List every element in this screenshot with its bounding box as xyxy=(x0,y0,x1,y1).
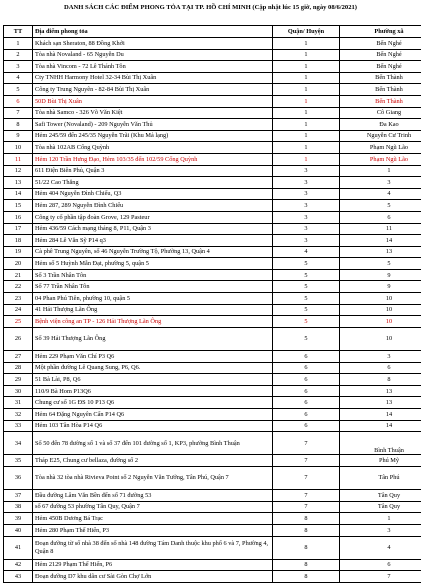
cell-ward: 7 xyxy=(340,571,421,583)
cell-tt: 5 xyxy=(4,84,33,96)
cell-district: 1 xyxy=(273,38,340,50)
cell-place: 41 Hải Thượng Lãn Ông xyxy=(33,304,273,316)
cell-ward: 1 xyxy=(340,165,421,177)
table-row xyxy=(4,304,421,316)
cell-tt: 36 xyxy=(4,466,33,489)
cell-ward: 10 xyxy=(340,304,421,316)
cell-ward: 3 xyxy=(340,351,421,363)
table-row xyxy=(4,397,421,409)
table-row xyxy=(4,490,421,502)
cell-district: 1 xyxy=(273,95,340,107)
table-row xyxy=(4,327,421,350)
cell-ward: 9 xyxy=(340,281,421,293)
cell-ward: Nguyễn Cư Trinh xyxy=(340,130,421,142)
cell-district: 1 xyxy=(273,107,340,119)
cell-tt: 14 xyxy=(4,188,33,200)
cell-place: Một phần đường Lê Quang Sung, P6, Q6. xyxy=(33,362,273,374)
cell-tt: 32 xyxy=(4,409,33,421)
table-row xyxy=(4,153,421,165)
table-row xyxy=(4,281,421,293)
cell-tt: 8 xyxy=(4,119,33,131)
cell-ward: Đa Kao xyxy=(340,119,421,131)
cell-place: Đoạn đường D7 khu dân cư Sài Gòn Chợ Lớn xyxy=(33,571,273,583)
cell-district: 6 xyxy=(273,397,340,409)
cell-district: 1 xyxy=(273,119,340,131)
cell-tt: 39 xyxy=(4,513,33,525)
cell-district: 1 xyxy=(273,61,340,73)
cell-place: 110/9 Bà Hom P13Q6 xyxy=(33,385,273,397)
cell-district: 7 xyxy=(273,455,340,467)
cell-ward: 6 xyxy=(340,211,421,223)
cell-place: Cty TNHH Harmony Hotel 32-34 Bùi Thị Xuân xyxy=(33,72,273,84)
cell-district: 8 xyxy=(273,571,340,583)
table-row xyxy=(4,223,421,235)
cell-district: 6 xyxy=(273,420,340,432)
cell-tt: 38 xyxy=(4,501,33,513)
cell-tt: 16 xyxy=(4,211,33,223)
cell-district: 3 xyxy=(273,223,340,235)
table-row xyxy=(4,107,421,119)
cell-place: Bệnh viện công an TP - 126 Hải Thượng Lãn Ông xyxy=(33,316,273,328)
table-row xyxy=(4,246,421,258)
cell-tt: 33 xyxy=(4,420,33,432)
cell-district: 8 xyxy=(273,524,340,536)
table-row xyxy=(4,420,421,432)
cell-place: Hẻm 64 Đặng Nguyên Cẩn P14 Q6 xyxy=(33,409,273,421)
cell-ward: Bến Nghé xyxy=(340,49,421,61)
cell-district: 3 xyxy=(273,211,340,223)
table-row xyxy=(4,95,421,107)
table-row xyxy=(4,524,421,536)
cell-ward: Bến Thành xyxy=(340,95,421,107)
cell-ward: Phạm Ngũ Lão xyxy=(340,153,421,165)
cell-tt: 37 xyxy=(4,490,33,502)
cell-place: Hẻm số 5 Huỳnh Mẫn Đạt, phường 5, quận 5 xyxy=(33,258,273,270)
cell-district: 1 xyxy=(273,72,340,84)
cell-tt: 13 xyxy=(4,177,33,189)
table-row xyxy=(4,466,421,489)
cell-tt: 31 xyxy=(4,397,33,409)
cell-place: Số 3 Trần Nhân Tôn xyxy=(33,269,273,281)
cell-place: 51/22 Cao Thắng xyxy=(33,177,273,189)
cell-district: 3 xyxy=(273,235,340,247)
cell-ward: 10 xyxy=(340,327,421,350)
cell-place: Safi Tower (Novaland) - 209 Nguyễn Văn Thủ xyxy=(33,119,273,131)
table-row xyxy=(4,374,421,386)
cell-place: Chung cư số 1G ĐS 10 P13 Q6 xyxy=(33,397,273,409)
table-row xyxy=(4,513,421,525)
table-body xyxy=(4,38,421,583)
table-row xyxy=(4,455,421,467)
cell-tt: 19 xyxy=(4,246,33,258)
cell-district: 5 xyxy=(273,258,340,270)
cell-tt: 6 xyxy=(4,95,33,107)
table-row xyxy=(4,559,421,571)
table-header-row xyxy=(4,26,421,38)
cell-ward: 11 xyxy=(340,223,421,235)
cell-tt: 22 xyxy=(4,281,33,293)
cell-place: Tháp E25, Chung cư bellaza, đường số 2 xyxy=(33,455,273,467)
cell-district: 8 xyxy=(273,559,340,571)
cell-place: Số 50 đến 78 đường số 1 và số 37 đến 101 đường số 1, KP3, phường Bình Thuận xyxy=(33,432,273,455)
cell-place: Hẻm 2129 Phạm Thế Hiển, P6 xyxy=(33,559,273,571)
table-row xyxy=(4,188,421,200)
cell-district: 4 xyxy=(273,246,340,258)
cell-place: Tòa nhà Novaland - 65 Nguyễn Du xyxy=(33,49,273,61)
cell-ward: 6 xyxy=(340,559,421,571)
cell-tt: 7 xyxy=(4,107,33,119)
cell-ward: 5 xyxy=(340,200,421,212)
cell-ward: Tân Quy xyxy=(340,501,421,513)
cell-tt: 28 xyxy=(4,362,33,374)
cell-ward: 1 xyxy=(340,513,421,525)
cell-tt: 20 xyxy=(4,258,33,270)
cell-ward: Phú Mỹ xyxy=(340,455,421,467)
table-row xyxy=(4,571,421,583)
table-row xyxy=(4,351,421,363)
cell-ward: Tân Phú xyxy=(340,466,421,489)
table-row xyxy=(4,385,421,397)
cell-tt: 43 xyxy=(4,571,33,583)
cell-tt: 17 xyxy=(4,223,33,235)
cell-district: 5 xyxy=(273,293,340,305)
cell-ward: 14 xyxy=(340,235,421,247)
cell-district: 5 xyxy=(273,316,340,328)
table-row xyxy=(4,130,421,142)
cell-district: 7 xyxy=(273,501,340,513)
cell-tt: 40 xyxy=(4,524,33,536)
cell-place: Hẻm 245/59 đến 245/35 Nguyễn Trãi (Khu Mả lạng) xyxy=(33,130,273,142)
cell-place: 611 Điện Biên Phủ, Quận 3 xyxy=(33,165,273,177)
cell-place: Hẻm 287, 289 Nguyễn Đình Chiểu xyxy=(33,200,273,212)
cell-district: 6 xyxy=(273,385,340,397)
cell-district: 5 xyxy=(273,327,340,350)
cell-ward: 13 xyxy=(340,385,421,397)
cell-tt: 34 xyxy=(4,432,33,455)
cell-tt: 15 xyxy=(4,200,33,212)
cell-tt: 23 xyxy=(4,293,33,305)
cell-tt: 18 xyxy=(4,235,33,247)
cell-ward: 9 xyxy=(340,269,421,281)
cell-place: 04 Phan Phú Tiên, phường 10, quận 5 xyxy=(33,293,273,305)
table-row xyxy=(4,165,421,177)
cell-tt: 10 xyxy=(4,142,33,154)
cell-ward: 10 xyxy=(340,293,421,305)
cell-ward: 3 xyxy=(340,524,421,536)
cell-district: 6 xyxy=(273,351,340,363)
cell-tt: 21 xyxy=(4,269,33,281)
cell-district: 3 xyxy=(273,200,340,212)
cell-tt: 12 xyxy=(4,165,33,177)
cell-ward: Cô Giang xyxy=(340,107,421,119)
cell-place: Hẻm 436/59 Cách mạng tháng 8, P11, Quận 3 xyxy=(33,223,273,235)
cell-place: 51 Bà Lài, P8, Q6 xyxy=(33,374,273,386)
cell-place: Công ty cổ phần tập đoàn Grove, 129 Pasteur xyxy=(33,211,273,223)
cell-ward: 14 xyxy=(340,420,421,432)
cell-district: 1 xyxy=(273,142,340,154)
cell-tt: 2 xyxy=(4,49,33,61)
cell-place: Hẻm 103 Tân Hòa P14 Q6 xyxy=(33,420,273,432)
table-row xyxy=(4,119,421,131)
cell-place: Tòa nhà Vincom - 72 Lê Thánh Tôn xyxy=(33,61,273,73)
cell-district: 8 xyxy=(273,536,340,559)
table-row xyxy=(4,432,421,455)
table-row xyxy=(4,409,421,421)
cell-district: 8 xyxy=(273,513,340,525)
table-row xyxy=(4,72,421,84)
cell-place: Số 39 Hải Thượng Lãn Ông xyxy=(33,327,273,350)
cell-ward: Tân Quy xyxy=(340,490,421,502)
cell-ward: Phạm Ngũ Lão xyxy=(340,142,421,154)
table-row xyxy=(4,49,421,61)
header-tt: TT xyxy=(4,26,33,38)
cell-place: Hẻm 450B Dương Bá Trạc xyxy=(33,513,273,525)
cell-ward: 14 xyxy=(340,409,421,421)
cell-ward: 3 xyxy=(340,177,421,189)
cell-district: 3 xyxy=(273,165,340,177)
cell-district: 3 xyxy=(273,188,340,200)
table-row xyxy=(4,38,421,50)
cell-tt: 35 xyxy=(4,455,33,467)
cell-ward: 4 xyxy=(340,536,421,559)
cell-place: Đoạn đường từ số nhà 38 đến số nhà 148 đường Tám Danh thuộc khu phố 6 và 7, Phường 4, Quận 8 xyxy=(33,536,273,559)
cell-district: 7 xyxy=(273,466,340,489)
table-row xyxy=(4,211,421,223)
cell-place: Số 77 Trần Nhân Tôn xyxy=(33,281,273,293)
table-row xyxy=(4,293,421,305)
cell-ward: 5 xyxy=(340,258,421,270)
cell-district: 6 xyxy=(273,362,340,374)
header-place: Địa điểm phong tỏa xyxy=(33,26,273,38)
cell-ward: Bến Thành xyxy=(340,84,421,96)
cell-place: Hẻm 229 Phạm Văn Chí P3 Q6 xyxy=(33,351,273,363)
table-row xyxy=(4,362,421,374)
cell-ward: Bến Thành xyxy=(340,72,421,84)
table-row xyxy=(4,142,421,154)
cell-district: 1 xyxy=(273,84,340,96)
cell-ward: Bình Thuận xyxy=(340,432,421,455)
cell-district: 5 xyxy=(273,304,340,316)
cell-tt: 11 xyxy=(4,153,33,165)
cell-district: 1 xyxy=(273,153,340,165)
document-title: DANH SÁCH CÁC ĐIỂM PHONG TỎA TẠI TP. HỒ CHÍ MINH (Cập nhật lúc 15 giờ, ngày 08/6/2021) xyxy=(0,4,421,11)
cell-tt: 29 xyxy=(4,374,33,386)
cell-place: Công ty Trung Nguyên - 82-84 Bùi Thị Xuân xyxy=(33,84,273,96)
table-row xyxy=(4,200,421,212)
cell-ward: 8 xyxy=(340,374,421,386)
cell-ward: 10 xyxy=(340,316,421,328)
cell-district: 1 xyxy=(273,130,340,142)
header-ward: Phường xã xyxy=(340,26,421,38)
table-row xyxy=(4,269,421,281)
header-district: Quận/ Huyện xyxy=(273,26,340,38)
lockdown-table xyxy=(3,25,421,583)
cell-tt: 4 xyxy=(4,72,33,84)
cell-tt: 26 xyxy=(4,327,33,350)
cell-place: Tòa nhà Samco - 326 Võ Văn Kiệt xyxy=(33,107,273,119)
cell-tt: 1 xyxy=(4,38,33,50)
cell-tt: 9 xyxy=(4,130,33,142)
cell-ward: 4 xyxy=(340,188,421,200)
table-row xyxy=(4,235,421,247)
cell-place: Khách sạn Sheraton, 88 Đồng Khởi xyxy=(33,38,273,50)
cell-district: 3 xyxy=(273,177,340,189)
cell-tt: 27 xyxy=(4,351,33,363)
cell-tt: 30 xyxy=(4,385,33,397)
cell-place: số 67 đường 53 phường Tân Quy, Quận 7 xyxy=(33,501,273,513)
cell-district: 6 xyxy=(273,374,340,386)
cell-tt: 3 xyxy=(4,61,33,73)
cell-place: Hẻm 284 Lê Văn Sỹ P14 q3 xyxy=(33,235,273,247)
cell-place: Hẻm 120 Trần Hưng Đạo, Hẻm 103/35 đến 102/59 Cống Quỳnh xyxy=(33,153,273,165)
cell-ward: 6 xyxy=(340,362,421,374)
cell-district: 5 xyxy=(273,281,340,293)
cell-district: 7 xyxy=(273,490,340,502)
cell-place: Đầu đường Lâm Văn Bền đến số 71 đường 53 xyxy=(33,490,273,502)
cell-place: Hẻm 404 Nguyễn Đình Chiểu, Q3 xyxy=(33,188,273,200)
cell-district: 5 xyxy=(273,269,340,281)
table-row xyxy=(4,258,421,270)
cell-ward: 13 xyxy=(340,397,421,409)
cell-place: Tòa nhà 102AB Cống Quỳnh xyxy=(33,142,273,154)
cell-tt: 24 xyxy=(4,304,33,316)
cell-district: 7 xyxy=(273,432,340,455)
cell-ward: Bến Nghé xyxy=(340,38,421,50)
cell-place: 50D Bùi Thị Xuân xyxy=(33,95,273,107)
cell-tt: 42 xyxy=(4,559,33,571)
cell-district: 6 xyxy=(273,409,340,421)
cell-ward: 13 xyxy=(340,246,421,258)
table-row xyxy=(4,316,421,328)
cell-tt: 25 xyxy=(4,316,33,328)
cell-place: Cà phê Trung Nguyên, số 46 Nguyễn Trường Tộ, Phường 13, Quận 4 xyxy=(33,246,273,258)
table-row xyxy=(4,61,421,73)
cell-tt: 41 xyxy=(4,536,33,559)
table-row xyxy=(4,177,421,189)
cell-district: 1 xyxy=(273,49,340,61)
cell-place: Tòa nhà 32 tòa nhà Rivieva Point số 2 Nguyễn Văn Tưởng, Tân Phú, Quận 7 xyxy=(33,466,273,489)
table-row xyxy=(4,84,421,96)
cell-place: Hẻm 280 Phạm Thế Hiển, P3 xyxy=(33,524,273,536)
table-row xyxy=(4,501,421,513)
cell-ward: Bến Nghé xyxy=(340,61,421,73)
